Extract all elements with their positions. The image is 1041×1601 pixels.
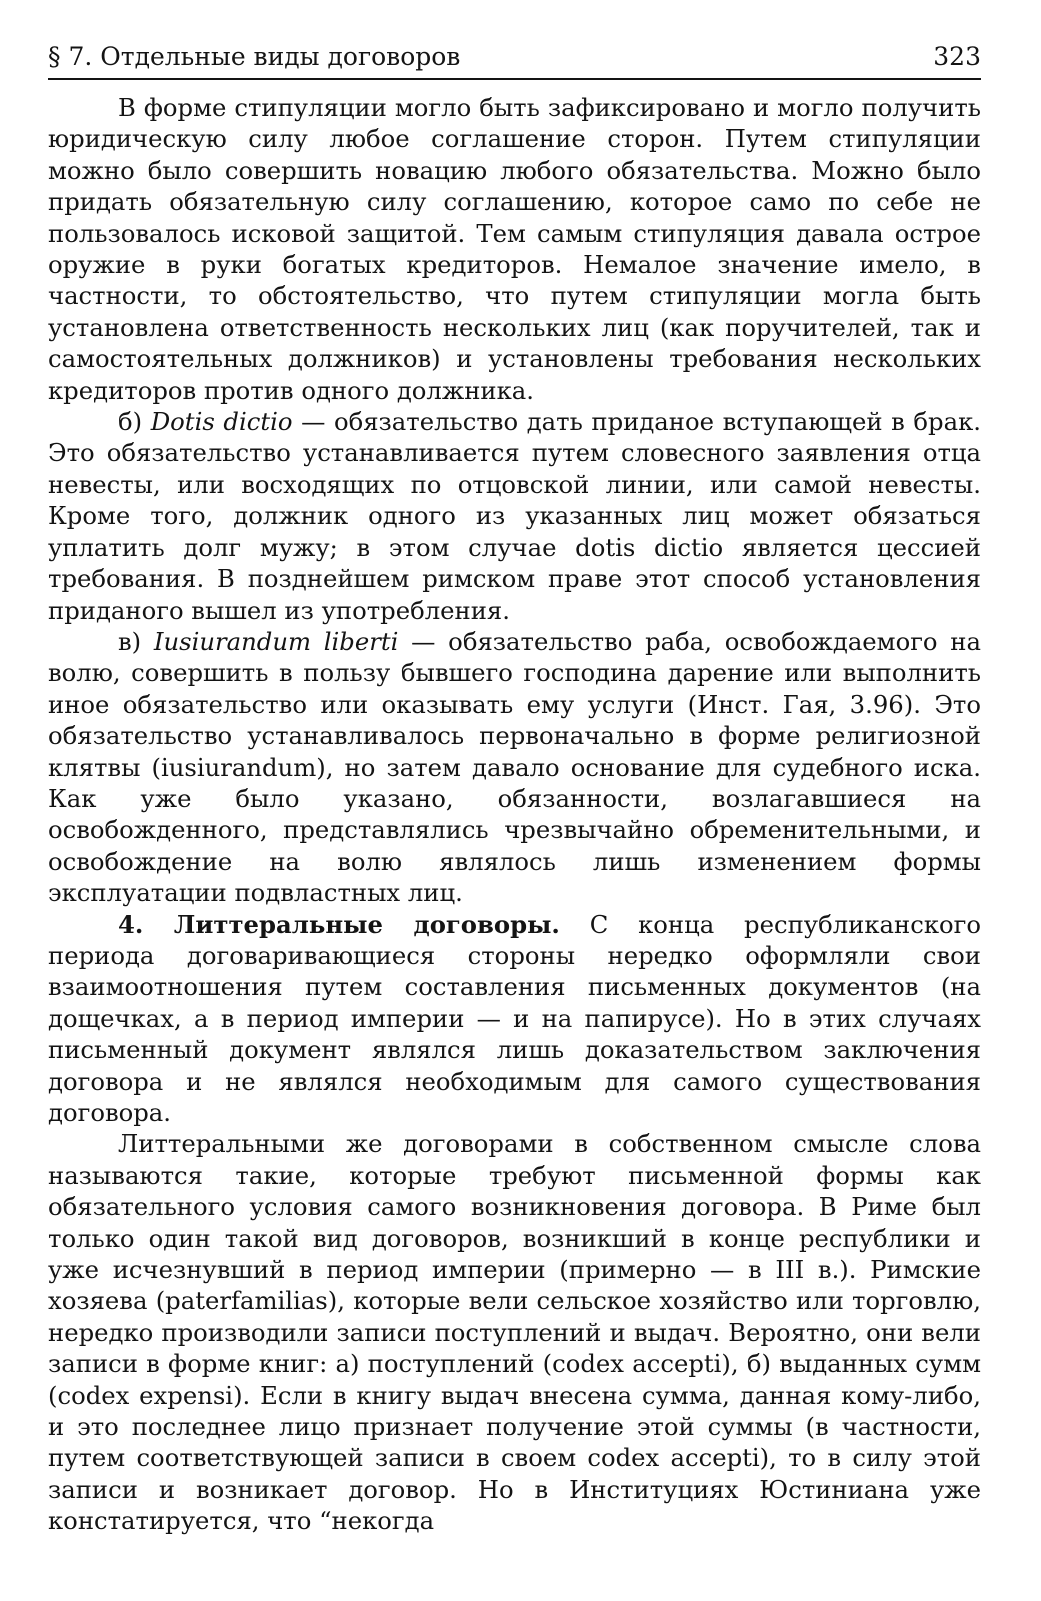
- term-iusiurandum-liberti: Iusiurandum liberti: [153, 626, 399, 656]
- running-header: [48, 0, 981, 80]
- paragraph-literal-definition: Литтеральными же договорами в собственном смысле слова называются такие, которые требуют письменной формы как обязательного условия самого возникновения договора. В Риме был только один такой вид договоров, возникший в конце республики и уже исчезнувший в период империи (примерно — в III в.). Римские хозяева (paterfamilias), которые вели сельское хозяйство или торговлю, нередко производили записи поступлений и выдач. Вероятно, они вели записи в форме книг: а) поступлений (codex accepti), б) выданных сумм (codex expensi). Если в книгу выдач внесена сумма, данная кому-либо, и это последнее лицо признает получение этой суммы (в частности, путем соответствующей записи в своем codex accepti), то в силу этой записи и возникает договор. Но в Институциях Юстиниана уже констатируется, что “некогда: [48, 1129, 981, 1536]
- term-dotis-dictio: Dotis dictio: [150, 407, 293, 437]
- paragraph-stipulation: В форме стипуляции могло быть зафиксировано и могло получить юридическую силу любое соглашение сторон. Путем стипуляции можно было совершить новацию любого обязательства. Можно было придать обязательную силу соглашению, которое само по себе не пользовалось исковой защитой. Тем самым стипуляция давала острое оружие в руки богатых кредиторов. Немалое значение имело, в частности, то обстоятельство, что путем стипуляции могла быть установлена ответственность нескольких лиц (как поручителей, так и самостоятельных должников) и установлены требования нескольких кредиторов против одного должника.: [48, 93, 981, 405]
- paragraph-iusiurandum-liberti: в) Iusiurandum liberti — обязательство раба, освобождаемого на волю, совершить в пользу бывшего господина дарение или выполнить иное обязательство или оказывать ему услуги (Инст. Гая, 3.96). Это обязательство устанавливалось первоначально в форме религиозной клятвы (iusiurandum), но затем давало основание для судебного иска. Как уже было указано, обязанности, возлагавшиеся на освобожденного, представлялись чрезвычайно обременительными, и освобождение на волю являлось лишь изменением формы эксплуатации подвластных лиц.: [48, 626, 981, 908]
- paragraph-dotis-dictio: б) Dotis dictio — обязательство дать приданое вступающей в брак. Это обязательство устанавливается путем словесного заявления отца невесты, или восходящих по отцовской линии, или самой невесты. Кроме того, должник одного из указанных лиц может обязаться уплатить долг мужу; в этом случае dotis dictio является цессией требования. В позднейшем римском праве этот способ установления приданого вышел из употребления.: [48, 407, 981, 625]
- body-text: [48, 92, 981, 1537]
- section-heading-literal-contracts: 4. Литтеральные договоры.: [118, 909, 560, 939]
- paragraph-literal-contracts: 4. Литтеральные договоры. С конца республиканского периода договаривающиеся стороны нередко оформляли свои взаимоотношения путем составления письменных документов (на дощечках, а в период империи — и на папирусе). Но в этих случаях письменный документ являлся лишь доказательством заключения договора и не являлся необходимым для самого существования договора.: [48, 909, 981, 1127]
- section-title: § 7. Отдельные виды договоров: [48, 42, 461, 71]
- page-number: 323: [933, 42, 981, 71]
